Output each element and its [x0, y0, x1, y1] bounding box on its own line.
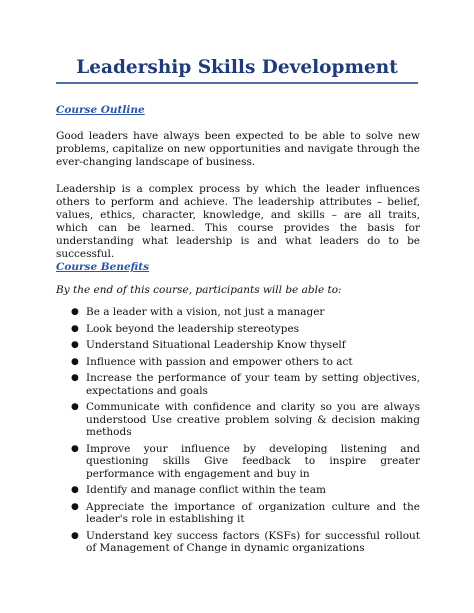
- list-item: ● Identify and manage conflict within the team: [71, 484, 326, 496]
- bullet-icon: ●: [71, 373, 79, 383]
- list-item: ● Understand Situational Leadership Know thyself: [71, 339, 346, 351]
- bullet-icon: ●: [71, 307, 79, 317]
- outline-paragraph-2: Leadership is a complex process by which the leader influences others to perform and achieve. The leadership attributes – belief, values, ethics, character, knowledge, and skills – are all traits, which can be learned. This course provides the basis for understanding what leadership is and what leaders do to be successful.: [56, 183, 420, 260]
- course-benefits-heading: Course Benefits: [56, 261, 150, 273]
- document-title: Leadership Skills Development: [76, 57, 398, 78]
- benefits-list: [56, 306, 420, 559]
- bullet-icon: ●: [71, 356, 79, 367]
- outline-paragraph-1: Good leaders have always been expected to be able to solve new problems, capitalize on new opportunities and navigate through the ever-changing landscape of business.: [56, 130, 420, 168]
- bullet-icon: ●: [71, 443, 79, 454]
- list-item: ● Improve your influence by developing listening and questioning skills Give feedback to inspire greater performance with engagement and buy in: [71, 442, 420, 480]
- benefits-intro: By the end of this course, participants will be able to:: [56, 284, 342, 296]
- list-item: ● Look beyond the leadership stereotypes: [71, 322, 300, 335]
- bullet-icon: ●: [71, 530, 79, 541]
- bullet-icon: ●: [71, 402, 79, 412]
- list-item: ● Understand key success factors (KSFs) for successful rollout of Management of Change in dynamic organizations: [71, 529, 420, 554]
- bullet-icon: ●: [71, 485, 79, 495]
- list-item: ● Appreciate the importance of organization culture and the leader's role in establishing it: [71, 500, 420, 525]
- list-item: ● Be a leader with a vision, not just a manager: [71, 306, 325, 318]
- list-item: ● Increase the performance of your team by setting objectives, expectations and goals: [71, 372, 420, 397]
- bullet-icon: ●: [71, 340, 79, 350]
- list-item: ● Influence with passion and empower others to act: [71, 355, 353, 368]
- list-item: ● Communicate with confidence and clarity so you are always understood Use creative problem solving & decision making methods: [71, 401, 420, 438]
- bullet-icon: ●: [71, 323, 79, 334]
- bullet-icon: ●: [71, 501, 79, 512]
- course-outline-heading: Course Outline: [56, 104, 145, 116]
- title-underline: [56, 82, 418, 84]
